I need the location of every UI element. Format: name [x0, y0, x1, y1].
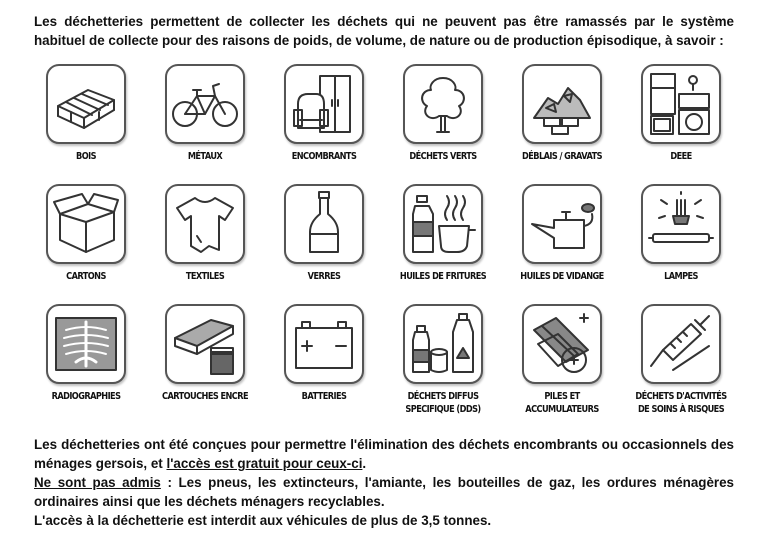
tree-icon	[409, 70, 477, 138]
batteries-icon	[528, 310, 596, 378]
category-label: TEXTILES	[185, 271, 225, 282]
category-label: ENCOMBRANTS	[291, 151, 357, 162]
bicycle-icon	[171, 70, 239, 138]
category-label: CARTOUCHES ENCRE	[162, 391, 248, 402]
category-label	[513, 390, 611, 416]
pallet-icon	[52, 70, 120, 138]
tshirt-icon	[171, 190, 239, 258]
not-admitted-label: Ne sont pas admis	[34, 475, 161, 490]
chemical-products-icon	[409, 310, 477, 378]
category-label: BOIS	[76, 151, 96, 162]
intro-text: Les déchetteries permettent de collecter les déchets qui ne peuvent pas être ramassés par le système habituel de collecte pour des raisons de poids, de volume, de nature ou de production épisodique, à savoir :	[34, 14, 734, 48]
xray-icon	[52, 310, 120, 378]
category-label: HUILES DE FRITURES	[399, 271, 487, 282]
category-label	[632, 390, 730, 416]
oil-can-icon	[528, 190, 596, 258]
syringe-icon	[647, 310, 715, 378]
rubble-icon	[528, 70, 596, 138]
category-label: MÉTAUX	[187, 151, 223, 162]
footer-text	[34, 435, 734, 530]
category-label-line1: DÉCHETS D'ACTIVITÉS	[635, 391, 727, 402]
category-label: LAMPES	[664, 271, 698, 282]
vehicle-restriction: L'accès à la déchetterie est interdit aux véhicules de plus de 3,5 tonnes.	[34, 513, 492, 528]
category-label	[394, 390, 492, 416]
cooking-oil-icon	[409, 190, 477, 258]
lamp-icon	[647, 190, 715, 258]
access-paragraph: Les déchetteries ont été conçues pour permettre l'élimination des déchets encombrants ou occasionnels des ménages gersois, et l'accès est gratuit pour ceux-ci.	[34, 437, 734, 471]
category-label-line1: PILES ET	[544, 391, 580, 402]
category-label: DÉCHETS VERTS	[409, 151, 477, 162]
category-label: CARTONS	[66, 271, 106, 282]
category-label: HUILES DE VIDANGE	[520, 271, 604, 282]
category-label-line1: DÉCHETS DIFFUS	[407, 391, 479, 402]
bottle-icon	[290, 190, 358, 258]
category-label: RADIOGRAPHIES	[51, 391, 121, 402]
appliances-icon	[647, 70, 715, 138]
furniture-icon	[290, 70, 358, 138]
category-label-line2: DE SOINS À RISQUES	[637, 404, 725, 415]
ink-cartridge-icon	[171, 310, 239, 378]
category-label: DEEE	[670, 151, 692, 162]
not-admitted-paragraph: Ne sont pas admis : Les pneus, les extincteurs, l'amiante, les bouteilles de gaz, les ordures ménagères ordinaires ainsi que les déchets ménagers recyclables.	[34, 475, 735, 509]
category-label-line2: SPECIFIQUE (DDS)	[405, 404, 481, 415]
category-label: BATTERIES	[301, 391, 347, 402]
category-label: DÉBLAIS / GRAVATS	[522, 151, 602, 162]
cardboard-box-icon	[52, 190, 120, 258]
category-label-line2: ACCUMULATEURS	[525, 404, 599, 415]
free-access-note: l'accès est gratuit pour ceux-ci	[166, 456, 363, 471]
car-battery-icon	[290, 310, 358, 378]
category-label: VERRES	[307, 271, 341, 282]
